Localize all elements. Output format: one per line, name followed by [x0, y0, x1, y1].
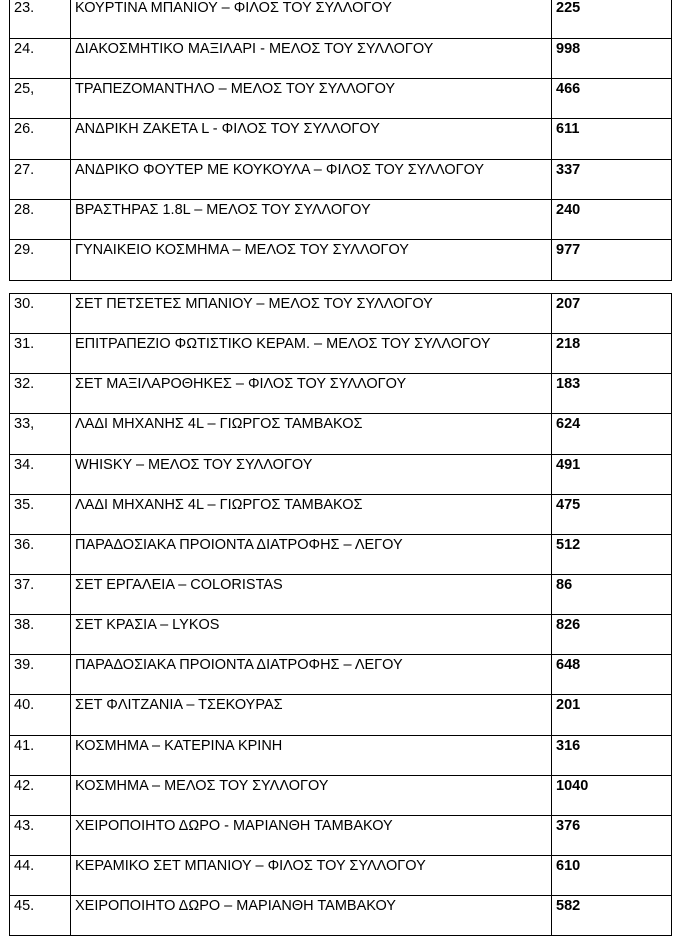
table-row: [10, 855, 672, 895]
table-row: [10, 615, 672, 655]
table-row: [10, 0, 672, 38]
prize-description: ΚΟΣΜΗΜΑ – ΜΕΛΟΣ ΤΟΥ ΣΥΛΛΟΓΟΥ: [71, 775, 552, 815]
ticket-number: 201: [552, 695, 672, 735]
ticket-number: 316: [552, 735, 672, 775]
prize-table-part-2: [9, 293, 672, 936]
row-number: 27.: [10, 159, 71, 199]
table-row: [10, 494, 672, 534]
prize-description: ΣΕΤ ΚΡΑΣΙΑ – LYKOS: [71, 615, 552, 655]
prize-description: ΣΕΤ ΦΛΙΤΖΑΝΙΑ – ΤΣΕΚΟΥΡΑΣ: [71, 695, 552, 735]
ticket-number: 998: [552, 38, 672, 78]
prize-table-body: [10, 0, 672, 280]
ticket-number: 611: [552, 119, 672, 159]
ticket-number: 977: [552, 240, 672, 280]
ticket-number: 1040: [552, 775, 672, 815]
ticket-number: 466: [552, 79, 672, 119]
prize-description: ΛΑΔΙ ΜΗΧΑΝΗΣ 4L – ΓΙΩΡΓΟΣ ΤΑΜΒΑΚΟΣ: [71, 494, 552, 534]
row-number: 24.: [10, 38, 71, 78]
table-row: [10, 655, 672, 695]
prize-description: ΧΕΙΡΟΠΟΙΗΤΟ ΔΩΡΟ – ΜΑΡΙΑΝΘΗ ΤΑΜΒΑΚΟΥ: [71, 896, 552, 936]
row-number: 36.: [10, 534, 71, 574]
row-number: 43.: [10, 815, 71, 855]
ticket-number: 648: [552, 655, 672, 695]
table-row: [10, 414, 672, 454]
table-row: [10, 159, 672, 199]
prize-description: ΚΕΡΑΜΙΚΟ ΣΕΤ ΜΠΑΝΙΟΥ – ΦΙΛΟΣ ΤΟΥ ΣΥΛΛΟΓΟΥ: [71, 855, 552, 895]
row-number: 28.: [10, 199, 71, 239]
table-row: [10, 374, 672, 414]
prize-description: ΣΕΤ ΕΡΓΑΛΕΙΑ – COLORISTAS: [71, 574, 552, 614]
ticket-number: 337: [552, 159, 672, 199]
table-row: [10, 454, 672, 494]
prize-description: ΑΝΔΡΙΚΗ ΖΑΚΕΤΑ L - ΦΙΛΟΣ ΤΟΥ ΣΥΛΛΟΓΟΥ: [71, 119, 552, 159]
ticket-number: 218: [552, 334, 672, 374]
ticket-number: 86: [552, 574, 672, 614]
prize-description: WHISKY – ΜΕΛΟΣ ΤΟΥ ΣΥΛΛΟΓΟΥ: [71, 454, 552, 494]
ticket-number: 240: [552, 199, 672, 239]
row-number: 23.: [10, 0, 71, 38]
table-row: [10, 240, 672, 280]
ticket-number: 225: [552, 0, 672, 38]
prize-description: ΣΕΤ ΜΑΞΙΛΑΡΟΘΗΚΕΣ – ΦΙΛΟΣ ΤΟΥ ΣΥΛΛΟΓΟΥ: [71, 374, 552, 414]
ticket-number: 582: [552, 896, 672, 936]
prize-description: ΒΡΑΣΤΗΡΑΣ 1.8L – ΜΕΛΟΣ ΤΟΥ ΣΥΛΛΟΓΟΥ: [71, 199, 552, 239]
prize-table-part-1: [9, 0, 672, 281]
prize-description: ΔΙΑΚΟΣΜΗΤΙΚΟ ΜΑΞΙΛΑΡΙ - ΜΕΛΟΣ ΤΟΥ ΣΥΛΛΟΓΟΥ: [71, 38, 552, 78]
row-number: 26.: [10, 119, 71, 159]
table-row: [10, 896, 672, 936]
ticket-number: 376: [552, 815, 672, 855]
ticket-number: 624: [552, 414, 672, 454]
prize-table-body: [10, 294, 672, 936]
table-row: [10, 294, 672, 334]
row-number: 37.: [10, 574, 71, 614]
row-number: 39.: [10, 655, 71, 695]
prize-description: ΚΟΥΡΤΙΝΑ ΜΠΑΝΙΟΥ – ΦΙΛΟΣ ΤΟΥ ΣΥΛΛΟΓΟΥ: [71, 0, 552, 38]
row-number: 33,: [10, 414, 71, 454]
table-row: [10, 199, 672, 239]
prize-description: ΛΑΔΙ ΜΗΧΑΝΗΣ 4L – ΓΙΩΡΓΟΣ ΤΑΜΒΑΚΟΣ: [71, 414, 552, 454]
prize-description: ΣΕΤ ΠΕΤΣΕΤΕΣ ΜΠΑΝΙΟΥ – ΜΕΛΟΣ ΤΟΥ ΣΥΛΛΟΓΟΥ: [71, 294, 552, 334]
row-number: 42.: [10, 775, 71, 815]
row-number: 44.: [10, 855, 71, 895]
table-row: [10, 574, 672, 614]
ticket-number: 183: [552, 374, 672, 414]
row-number: 34.: [10, 454, 71, 494]
ticket-number: 512: [552, 534, 672, 574]
row-number: 31.: [10, 334, 71, 374]
ticket-number: 491: [552, 454, 672, 494]
row-number: 41.: [10, 735, 71, 775]
ticket-number: 207: [552, 294, 672, 334]
table-row: [10, 334, 672, 374]
prize-description: ΚΟΣΜΗΜΑ – ΚΑΤΕΡΙΝΑ ΚΡΙΝΗ: [71, 735, 552, 775]
row-number: 40.: [10, 695, 71, 735]
table-row: [10, 79, 672, 119]
row-number: 45.: [10, 896, 71, 936]
table-row: [10, 38, 672, 78]
row-number: 32.: [10, 374, 71, 414]
prize-description: ΕΠΙΤΡΑΠΕΖΙΟ ΦΩΤΙΣΤΙΚΟ ΚΕΡΑΜ. – ΜΕΛΟΣ ΤΟΥ ΣΥΛΛΟΓΟΥ: [71, 334, 552, 374]
ticket-number: 610: [552, 855, 672, 895]
prize-description: ΧΕΙΡΟΠΟΙΗΤΟ ΔΩΡΟ - ΜΑΡΙΑΝΘΗ ΤΑΜΒΑΚΟΥ: [71, 815, 552, 855]
row-number: 35.: [10, 494, 71, 534]
row-number: 29.: [10, 240, 71, 280]
table-row: [10, 695, 672, 735]
prize-description: ΠΑΡΑΔΟΣΙΑΚΑ ΠΡΟΙΟΝΤΑ ΔΙΑΤΡΟΦΗΣ – ΛΕΓΟΥ: [71, 655, 552, 695]
ticket-number: 475: [552, 494, 672, 534]
prize-description: ΠΑΡΑΔΟΣΙΑΚΑ ΠΡΟΙΟΝΤΑ ΔΙΑΤΡΟΦΗΣ – ΛΕΓΟΥ: [71, 534, 552, 574]
prize-description: ΓΥΝΑΙΚΕΙΟ ΚΟΣΜΗΜΑ – ΜΕΛΟΣ ΤΟΥ ΣΥΛΛΟΓΟΥ: [71, 240, 552, 280]
ticket-number: 826: [552, 615, 672, 655]
prize-description: ΑΝΔΡΙΚΟ ΦΟΥΤΕΡ ΜΕ ΚΟΥΚΟΥΛΑ – ΦΙΛΟΣ ΤΟΥ ΣΥΛΛΟΓΟΥ: [71, 159, 552, 199]
row-number: 30.: [10, 294, 71, 334]
table-row: [10, 534, 672, 574]
prize-description: ΤΡΑΠΕΖΟΜΑΝΤΗΛΟ – ΜΕΛΟΣ ΤΟΥ ΣΥΛΛΟΓΟΥ: [71, 79, 552, 119]
row-number: 38.: [10, 615, 71, 655]
table-row: [10, 775, 672, 815]
table-row: [10, 815, 672, 855]
table-row: [10, 119, 672, 159]
table-row: [10, 735, 672, 775]
row-number: 25,: [10, 79, 71, 119]
